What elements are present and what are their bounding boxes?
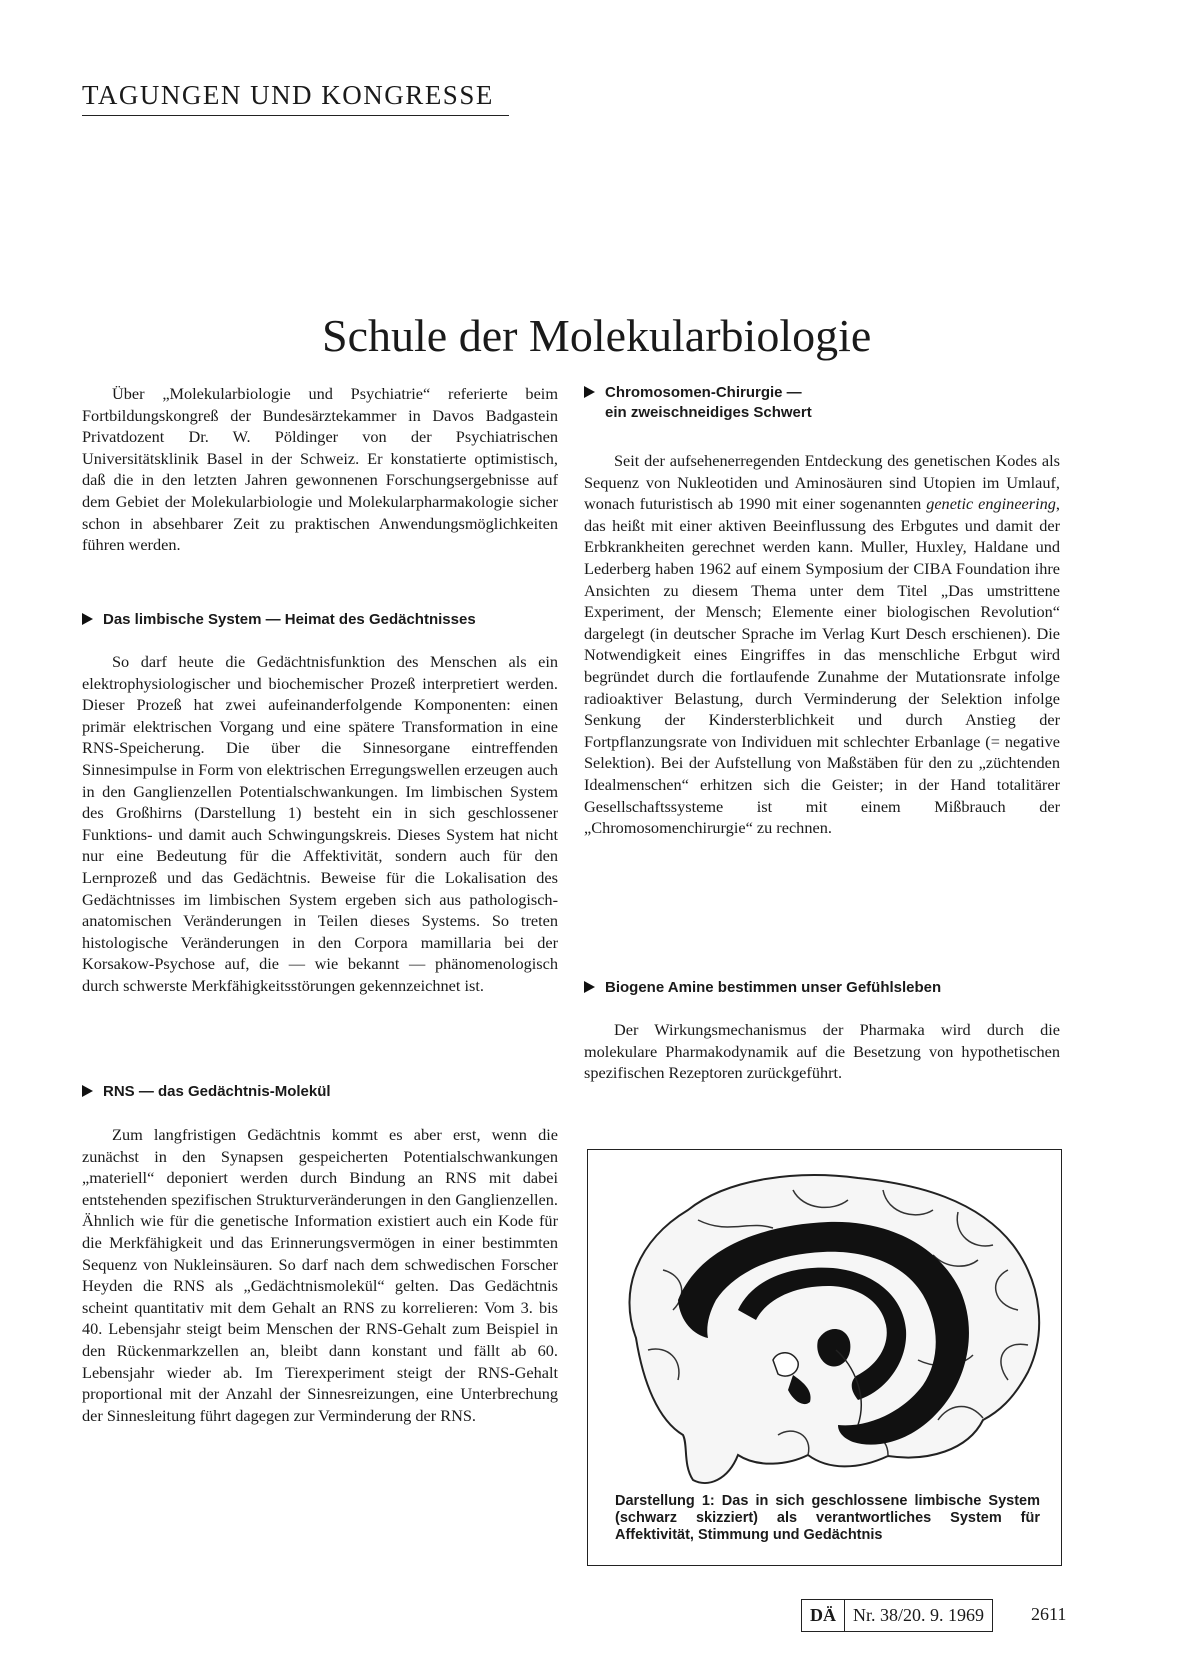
right-section-2 — [584, 1019, 1060, 1084]
journal-abbreviation: DÄ — [802, 1600, 845, 1631]
figure-box — [587, 1149, 1062, 1566]
subheading-line-1: Chromosomen-Chirurgie — — [605, 384, 802, 401]
paragraph: So darf heute die Gedächtnisfunktion des Menschen als ein elektrophysiologischer und biochemischer Prozeß interpretiert werden. Dieser Prozeß hat zwei aufeinanderfolgende Komponenten: einen primär elektrischen Vorgang und eine spätere Transformation in eine RNS-Speicherung. Die über die Sinnesorgane eintreffenden Sinnesimpulse in Form von elektrischen Erregungswellen erzeugen auch in den Ganglienzellen Potentialschwankungen. Im limbischen System des Großhirns (Darstellung 1) besteht ein in sich geschlossener Funktions- und damit auch Schwingungskreis. Dieses System hat nicht nur eine Bedeutung für die Affektivität, sondern auch für den Lernprozeß und das Gedächtnis. Beweise für die Lokalisation des Gedächtnisses im limbischen System ergeben sich aus pathologisch-anatomischen Veränderungen in Teilen dieses Systems. So treten histologische Veränderungen in den Corpora mamillaria bei der Korsakow-Psychose auf, die — wie bekannt — phänomenologisch durch schwerste Merkfähigkeitsstörungen gekennzeichnet ist. — [82, 652, 558, 995]
footer-citation — [801, 1599, 993, 1632]
emphasis-genetic-engineering: genetic engineering — [926, 494, 1056, 514]
section-header-rule — [82, 115, 509, 116]
subheading-text: RNS — das Gedächtnis-Molekül — [103, 1083, 331, 1100]
subheading-text: Biogene Amine bestimmen unser Gefühlsleben — [605, 979, 942, 996]
intro-paragraph: Über „Molekularbiologie und Psychiatrie“ referierte beim Fortbildungskongreß der Bundesärztekammer in Davos Badgastein Privatdozent Dr. W. Pöldinger von der Psychiatrischen Universitätsklinik Basel in der Schweiz. Er konstatierte optimistisch, daß die in den letzten Jahren gewonnenen Forschungsergebnisse auf dem Gebiet der Molekularbiologie und Molekularpharmakologie sicher schon in absehbarer Zeit zu praktischen Anwendungsmöglichkeiten führen werden. — [82, 384, 558, 555]
left-intro — [82, 383, 558, 556]
subheading-text: Das limbische System — Heimat des Gedächtnisses — [103, 611, 476, 628]
subheading-biogene-amine — [584, 978, 941, 998]
subheading-rns — [82, 1082, 331, 1102]
left-section-2 — [82, 1124, 558, 1426]
article-title: Schule der Molekularbiologie — [322, 309, 872, 361]
page-number: 2611 — [1031, 1604, 1067, 1624]
paragraph: Zum langfristigen Gedächtnis kommt es aber erst, wenn die zunächst in den Synapsen gespeicherten Potentialschwankungen „materiell“ deponiert werden durch Bindung an RNS mit dabei entstehenden spezifischen Strukturveränderungen in den Ganglienzellen. Ähnlich wie für die genetische Information existiert auch ein Kode für die Merkfähigkeit und das Erinnerungsvermögen in einer bestimmten Sequenz von Nukleinsäuren. So darf nach dem schwedischen Forscher Heyden die RNS als „Gedächtnismolekül“ gelten. Das Gedächtnis scheint quantitativ mit dem Gehalt an RNS zu korrelieren: Vom 3. bis 40. Lebensjahr steigt beim Menschen der RNS-Gehalt zum Beispiel in den Rückenmarkzellen an, bleibt dann konstant und fällt ab 60. Lebensjahr wieder ab. Im Tierexperiment steigt der RNS-Gehalt proportional mit der Anzahl der Sinnesreizungen, eine Unterbrechung der Sinnesleitung führt dagegen zur Verminderung der RNS. — [82, 1125, 558, 1425]
subheading-chromosomen — [584, 383, 812, 423]
subheading-limbisches-system — [82, 610, 476, 630]
triangle-bullet-icon — [82, 613, 93, 625]
left-section-1 — [82, 651, 558, 997]
brain-illustration — [588, 1150, 1061, 1490]
paragraph: Seit der aufsehenerregenden Entdeckung des genetischen Kodes als Sequenz von Nukleotiden und Aminosäuren sind Utopien im Umlauf, wonach futuristisch ab 1990 mit einer sogenannten genetic engineering, das heißt mit einer aktiven Beeinflussung des Erbgutes und damit der Erbkrankheiten gerechnet werden kann. Muller, Huxley, Haldane und Lederberg haben 1962 auf einem Symposium der CIBA Foundation ihre Ansichten zu diesem Thema unter dem Titel „Das umstrittene Experiment, der Mensch; Elemente einer biologischen Revolution“ dargelegt (in deutscher Sprache im Verlag Kurt Desch erschienen). Die Notwendigkeit eines Eingriffes in das menschliche Erbgut wird begründet durch die fortlaufende Zunahme der Mutationsrate infolge radioaktiver Belastung, durch Verminderung der Selektion infolge Senkung der Kindersterblichkeit und durch Anstieg der Fortpflanzungsrate von Individuen mit schlechter Erbanlage (= negative Selektion). Bei der Aufstellung von Maßstäben für den zu „züchtenden Idealmenschen“ erhitzen sich die Geister; in der Hand totalitärer Gesellschaftssysteme ist mit einem Mißbrauch der „Chromosomenchirurgie“ zu rechnen. — [584, 451, 1060, 838]
issue-info: Nr. 38/20. 9. 1969 — [853, 1605, 985, 1625]
figure-caption: Darstellung 1: Das in sich geschlossene limbische System (schwarz skizziert) als verantwortliches System für Affektivität, Stimmung und Gedächtnis — [615, 1493, 1040, 1543]
subheading-line-2: ein zweischneidiges Schwert — [605, 404, 812, 421]
triangle-bullet-icon — [584, 981, 595, 993]
triangle-bullet-icon — [584, 386, 595, 398]
section-header: TAGUNGEN UND KONGRESSE — [82, 80, 494, 110]
right-section-1 — [584, 450, 1060, 839]
paragraph: Der Wirkungsmechanismus der Pharmaka wird durch die molekulare Pharmakodynamik auf die Besetzung von hypothetischen spezifischen Rezeptoren zurückgeführt. — [584, 1020, 1060, 1083]
triangle-bullet-icon — [82, 1085, 93, 1097]
